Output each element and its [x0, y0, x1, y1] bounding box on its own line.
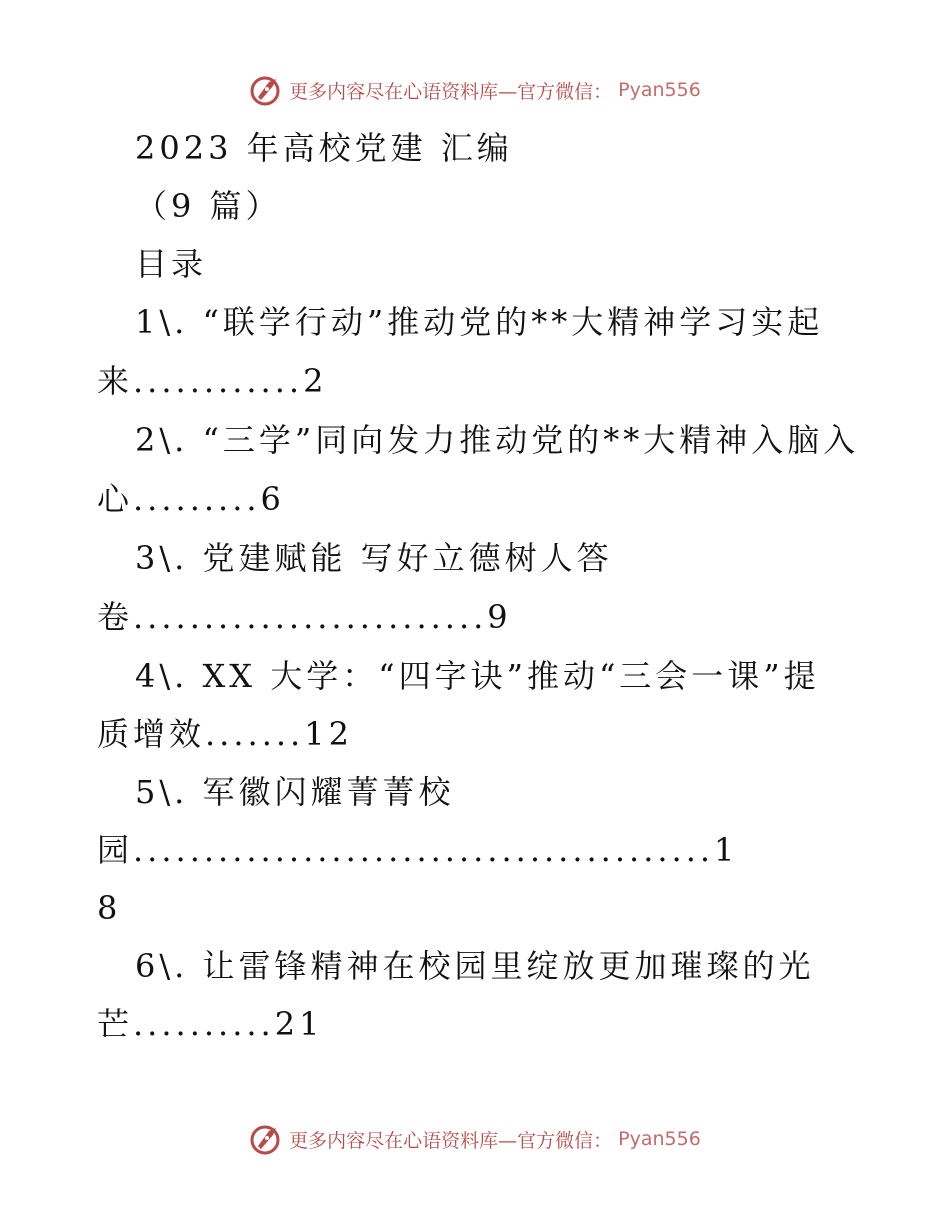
toc-entry-3-line2: 卷.........................9	[97, 598, 512, 636]
toc-entry-5-line1: 5\. 军徽闪耀菁菁校	[135, 773, 455, 811]
toc-entry-6-line1: 6\. 让雷锋精神在校园里绽放更加璀璨的光	[135, 947, 815, 985]
toc-entry-5-line3: 8	[97, 889, 122, 927]
watermark-text: 更多内容尽在心语资料库—官方微信：	[289, 1129, 613, 1152]
toc-entry-5-line2: 园.........................................1	[97, 831, 739, 869]
toc-entry-3-line1: 3\. 党建赋能 写好立德树人答	[135, 539, 613, 577]
toc-entry-2-line2: 心.........6	[97, 480, 285, 518]
toc-entry-4-line1: 4\. XX 大学：“四字诀”推动“三会一课”提	[135, 657, 820, 695]
toc-entry-1-line1: 1\. “联学行动”推动党的**大精神学习实起	[135, 303, 824, 341]
watermark-banner-bottom	[0, 1119, 950, 1159]
toc-entry-1-line2: 来............2	[97, 362, 328, 400]
document-subtitle: （9 篇）	[135, 187, 282, 225]
toc-entry-4-line2: 质增效.......12	[97, 715, 353, 753]
toc-heading: 目录	[135, 245, 208, 283]
toc-entry-2-line1: 2\. “三学”同向发力推动党的**大精神入脑入	[135, 421, 860, 459]
pen-nib-logo-icon	[249, 1122, 283, 1156]
watermark-wechat-id: Pyan556	[618, 1128, 701, 1150]
watermark-wechat-id: Pyan556	[618, 79, 701, 101]
toc-entry-6-line2: 芒..........21	[97, 1005, 324, 1043]
document-title: 2023 年高校党建 汇编	[135, 129, 513, 167]
watermark-text: 更多内容尽在心语资料库—官方微信：	[289, 80, 613, 103]
